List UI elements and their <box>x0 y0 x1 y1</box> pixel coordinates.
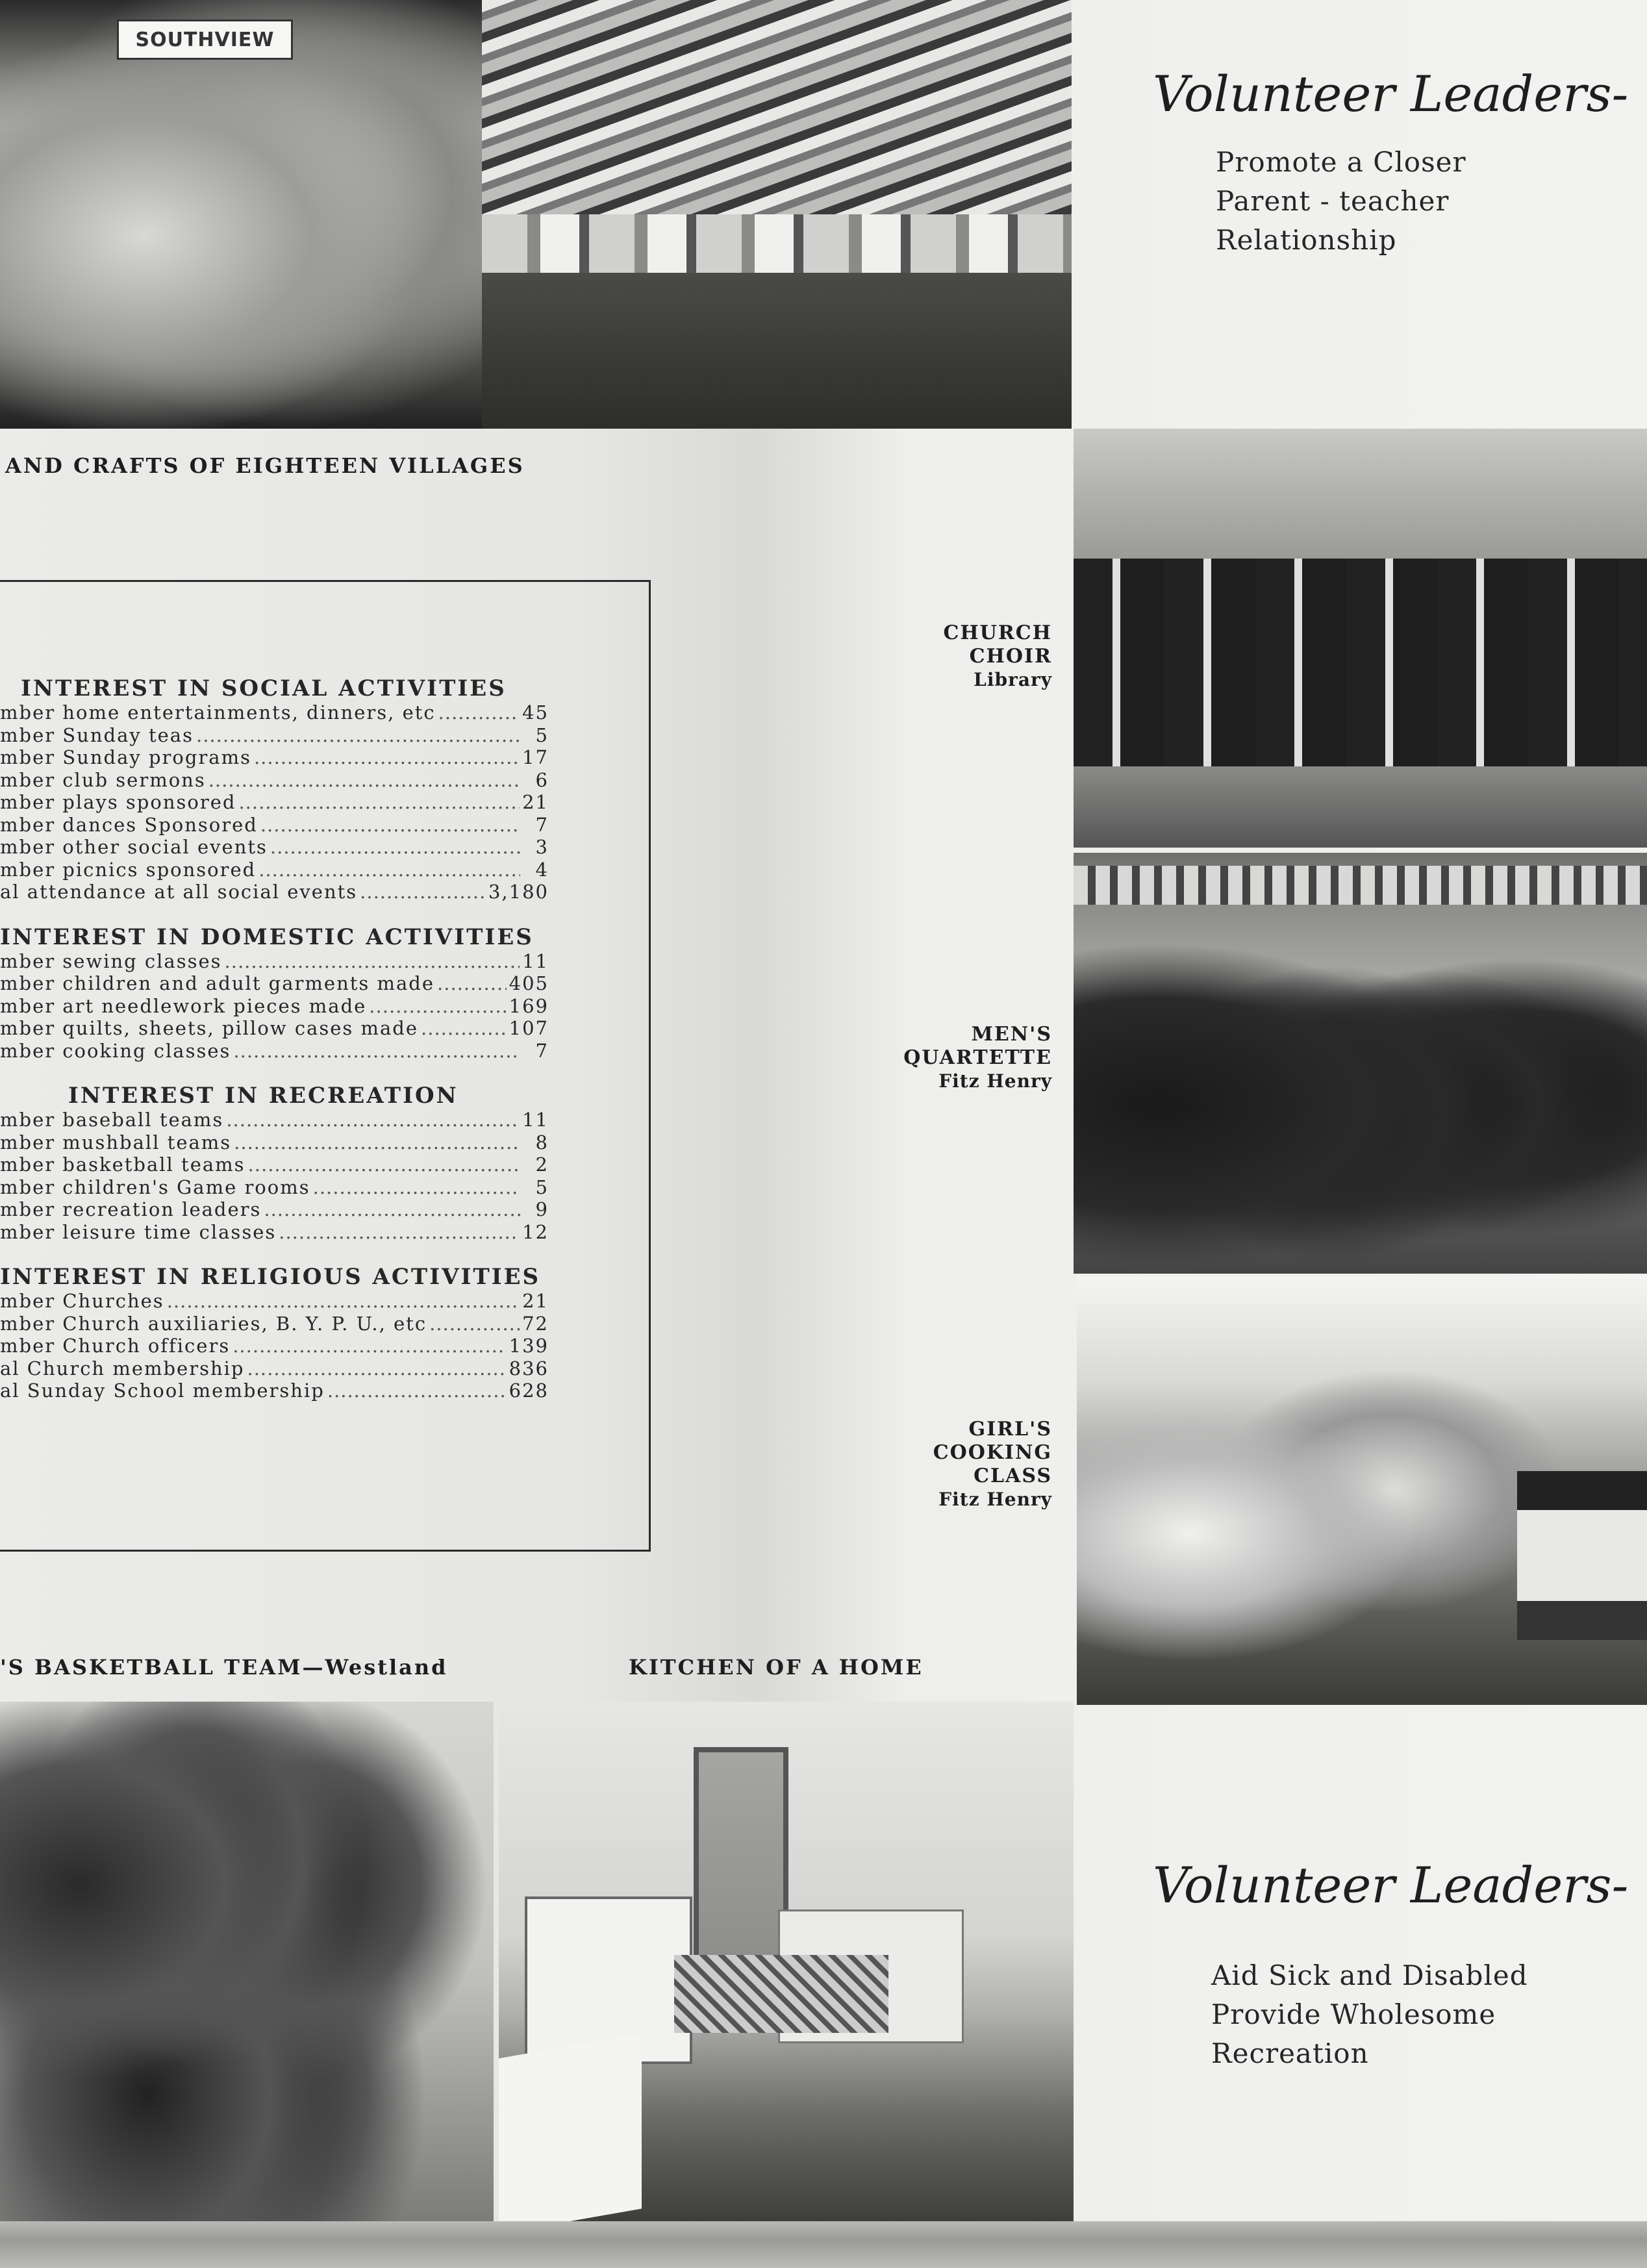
leader-dots <box>313 1176 520 1199</box>
section-title: INTEREST IN RELIGIOUS ACTIVITIES <box>0 1264 541 1290</box>
caption-kitchen: KITCHEN OF A HOME <box>629 1655 924 1680</box>
stat-value: 5 <box>535 724 549 746</box>
caption-crafts: AND CRAFTS OF EIGHTEEN VILLAGES <box>5 453 525 478</box>
stat-row <box>0 1131 549 1154</box>
stat-row <box>0 1335 549 1357</box>
page-bottom-edge <box>0 2221 1647 2268</box>
stat-value: 72 <box>522 1312 549 1335</box>
stat-value: 9 <box>535 1198 549 1220</box>
caption-basketball-team: 'S BASKETBALL TEAM—Westland <box>0 1655 448 1680</box>
headline-bottom-line: Provide Wholesome <box>1211 1998 1496 2030</box>
headline-bottom-subtext <box>1211 1956 1528 2073</box>
stat-label: mber leisure time classes <box>0 1220 277 1243</box>
stats-social <box>0 675 549 903</box>
headline-top-line: Relationship <box>1216 224 1397 256</box>
stat-value: 836 <box>509 1357 549 1380</box>
stat-label: mber picnics sponsored <box>0 858 257 881</box>
stat-label: mber Sunday programs <box>0 746 251 768</box>
stat-value: 3,180 <box>488 881 549 903</box>
stat-row <box>0 701 549 724</box>
stat-label: mber plays sponsored <box>0 791 236 813</box>
stat-label: mber other social events <box>0 836 268 858</box>
stat-value: 4 <box>535 858 549 881</box>
headline-bottom: Volunteer Leaders- <box>1153 1856 1629 1914</box>
headline-bottom-line: Aid Sick and Disabled <box>1211 1959 1528 1991</box>
caption-line: CHOIR <box>969 645 1052 668</box>
section-title: INTEREST IN RECREATION <box>68 1083 459 1109</box>
stat-row <box>0 746 549 769</box>
caption-line: CLASS <box>974 1465 1052 1487</box>
stat-label: mber sewing classes <box>0 950 222 972</box>
leader-dots <box>264 1198 520 1221</box>
photo-basketball-team <box>0 1702 494 2226</box>
stat-value: 17 <box>522 746 549 768</box>
photo-southview-booth <box>0 0 482 429</box>
stat-row <box>0 972 549 995</box>
leader-dots <box>437 972 507 995</box>
caption-line: GIRL'S <box>968 1418 1052 1441</box>
stat-label: al attendance at all social events <box>0 881 358 903</box>
stat-label: al Church membership <box>0 1357 245 1380</box>
leader-dots <box>234 1131 520 1154</box>
stat-row <box>0 769 549 792</box>
leader-dots <box>225 950 520 973</box>
stat-row <box>0 1290 549 1313</box>
stats-recreation <box>0 1083 549 1243</box>
stat-label: mber cooking classes <box>0 1039 231 1062</box>
stat-row <box>0 881 549 903</box>
stat-row <box>0 1198 549 1221</box>
stat-value: 107 <box>509 1017 549 1039</box>
stat-label: mber club sermons <box>0 768 206 791</box>
stat-row <box>0 1357 549 1380</box>
caption-line: CHURCH <box>943 622 1052 644</box>
caption-line: MEN'S <box>971 1023 1052 1046</box>
caption-line: COOKING <box>933 1441 1052 1464</box>
leader-dots <box>233 1335 506 1357</box>
leader-dots <box>360 881 486 903</box>
headline-top-line: Parent - teacher <box>1216 185 1450 217</box>
headline-top-line: Promote a Closer <box>1216 146 1466 178</box>
stats-religious <box>0 1264 549 1402</box>
stat-value: 5 <box>535 1176 549 1198</box>
stat-label: mber children's Game rooms <box>0 1176 310 1198</box>
statistics-content <box>0 675 549 1423</box>
stat-label: mber Sunday teas <box>0 724 194 746</box>
headline-top-subtext <box>1216 143 1466 260</box>
section-title: INTEREST IN DOMESTIC ACTIVITIES <box>0 924 534 950</box>
stat-label: al Sunday School membership <box>0 1380 325 1402</box>
stat-label: mber basketball teams <box>0 1153 245 1176</box>
stat-value: 3 <box>535 836 549 858</box>
stat-label: mber Church officers <box>0 1335 231 1357</box>
stat-row <box>0 995 549 1018</box>
stat-row <box>0 1380 549 1402</box>
stat-value: 628 <box>509 1380 549 1402</box>
stat-row <box>0 836 549 859</box>
photo-exhibit-hall <box>482 0 1072 429</box>
stat-value: 169 <box>509 994 549 1017</box>
stat-label: mber mushball teams <box>0 1131 232 1153</box>
leader-dots <box>254 746 520 769</box>
stat-value: 21 <box>522 1290 549 1312</box>
southview-sign: SOUTHVIEW <box>117 19 293 60</box>
leader-dots <box>258 859 520 881</box>
stat-row <box>0 791 549 814</box>
leader-dots <box>247 1357 506 1380</box>
caption-credit: Fitz Henry <box>938 1070 1052 1092</box>
stat-label: mber baseball teams <box>0 1109 224 1131</box>
stat-value: 7 <box>535 813 549 836</box>
stat-value: 139 <box>509 1335 549 1357</box>
stat-value: 8 <box>535 1131 549 1153</box>
stat-label: mber recreation leaders <box>0 1198 262 1220</box>
headline-top: Volunteer Leaders- <box>1153 65 1629 123</box>
stat-label: mber Church auxiliaries, B. Y. P. U., etc <box>0 1312 427 1335</box>
stat-row <box>0 1017 549 1040</box>
headline-bottom-line: Recreation <box>1211 2037 1369 2069</box>
stat-value: 405 <box>509 972 549 994</box>
stat-value: 7 <box>535 1039 549 1062</box>
stat-label: mber quilts, sheets, pillow cases made <box>0 1017 419 1039</box>
caption-mens-quartette <box>870 1023 1052 1093</box>
stat-row <box>0 814 549 837</box>
stat-value: 12 <box>522 1220 549 1243</box>
stat-value: 6 <box>535 768 549 791</box>
stat-label: mber Churches <box>0 1290 164 1312</box>
stat-value: 45 <box>522 701 549 724</box>
leader-dots <box>208 769 520 792</box>
section-title: INTEREST IN SOCIAL ACTIVITIES <box>21 675 507 701</box>
photo-girls-cooking-class <box>1077 1276 1647 1705</box>
leader-dots <box>226 1109 520 1131</box>
caption-credit: Fitz Henry <box>938 1489 1052 1510</box>
leader-dots <box>196 724 520 747</box>
leader-dots <box>429 1313 520 1335</box>
leader-dots <box>233 1040 520 1063</box>
leader-dots <box>248 1153 520 1176</box>
leader-dots <box>327 1380 507 1402</box>
leader-dots <box>238 791 520 814</box>
leader-dots <box>279 1221 520 1244</box>
stat-row <box>0 1153 549 1176</box>
stat-value: 11 <box>522 1109 549 1131</box>
photo-church-choir <box>1074 429 1647 848</box>
caption-line: QUARTETTE <box>903 1046 1052 1069</box>
photo-mens-quartette <box>1074 853 1647 1274</box>
stat-value: 2 <box>535 1153 549 1176</box>
stat-row <box>0 724 549 747</box>
stat-row <box>0 950 549 973</box>
leader-dots <box>369 995 506 1018</box>
stat-row <box>0 1040 549 1063</box>
stat-label: mber dances Sponsored <box>0 813 258 836</box>
stat-row <box>0 1221 549 1244</box>
stats-domestic <box>0 924 549 1063</box>
stat-label: mber home entertainments, dinners, etc <box>0 701 436 724</box>
leader-dots <box>421 1017 507 1040</box>
leader-dots <box>260 814 520 837</box>
leader-dots <box>270 836 520 859</box>
caption-girls-cooking-class <box>870 1418 1052 1511</box>
stat-row <box>0 1176 549 1199</box>
stat-value: 21 <box>522 791 549 813</box>
stat-label: mber children and adult garments made <box>0 972 435 994</box>
stat-row <box>0 1109 549 1131</box>
stat-label: mber art needlework pieces made <box>0 994 367 1017</box>
stat-row <box>0 859 549 881</box>
caption-church-choir <box>870 622 1052 692</box>
leader-dots <box>167 1290 520 1313</box>
photo-kitchen <box>499 1702 1074 2221</box>
caption-credit: Library <box>974 669 1052 690</box>
stat-value: 11 <box>522 950 549 972</box>
leader-dots <box>438 701 520 724</box>
stat-row <box>0 1313 549 1335</box>
